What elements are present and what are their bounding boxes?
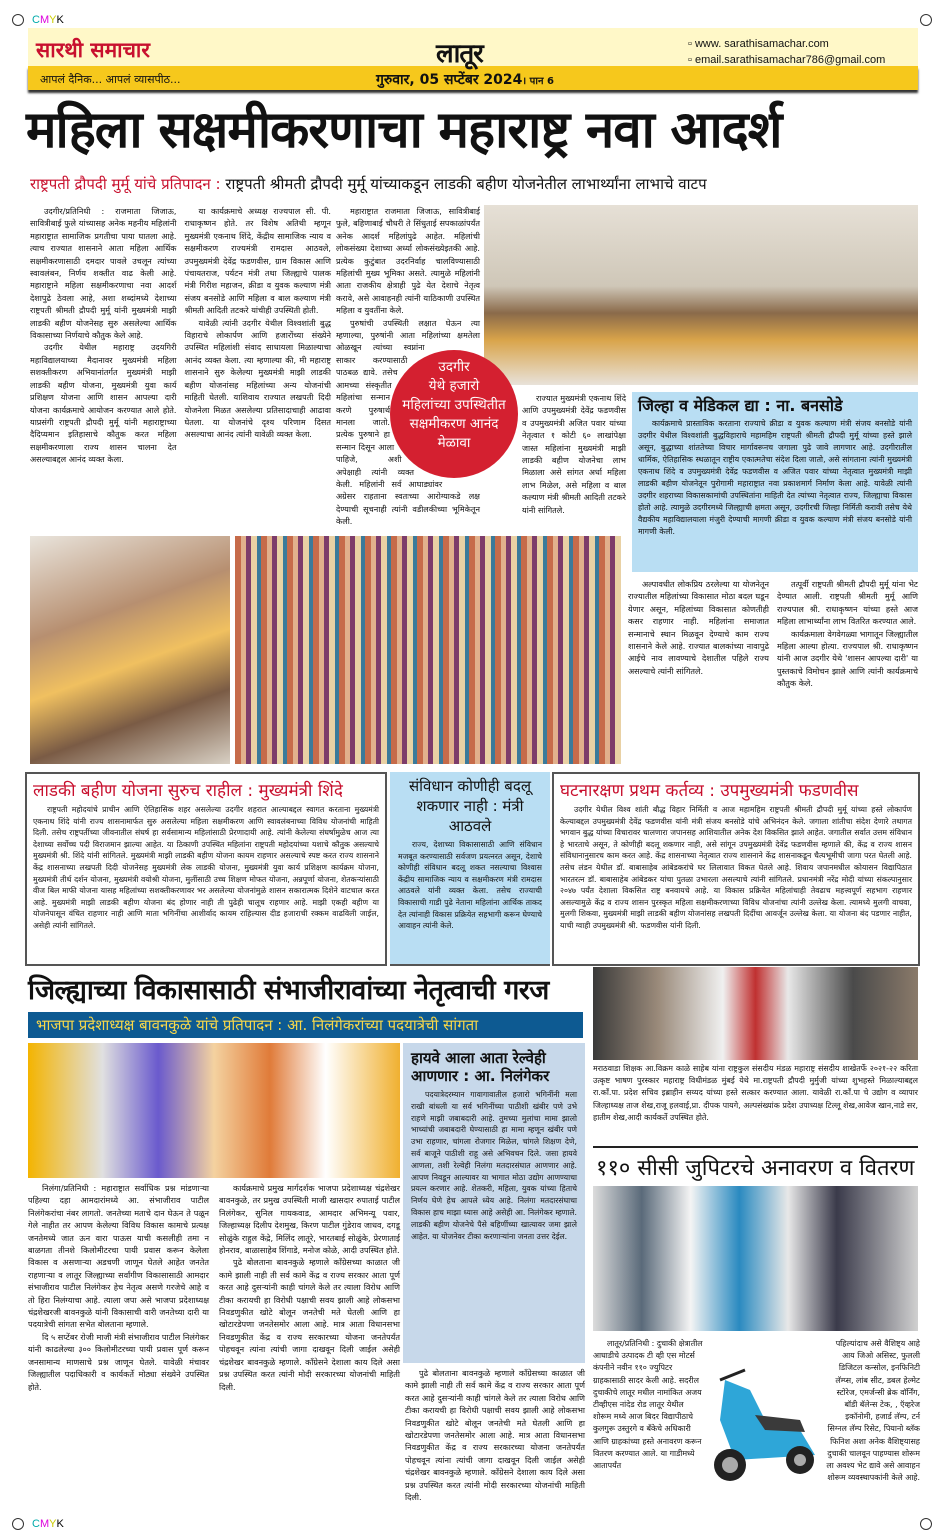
shinde-text: राष्ट्रपती महोदयांचे प्राचीन आणि ऐतिहासिक शहर असलेल्या उदगीर शहरात आल्याबद्दल स्वागत करताना मुख्यमंत्री एकनाथ शिंदे यांनी राज्य शासनामार्फत सुरु असलेल्या महिला सक्षमीकरण आणि स्वावलंबनाच्या विविध योजनांची माहिती दिली. तसेच राष्ट्रपतींच्या जीवनातील संघर्ष हा सर्वसामान्य महिलांसाठी प्रेरणादायी आहे. त्यांनी केलेल्या संघर्षामुळेच आज त्या देशाच्या सर्वोच्च पदी विराजमान झाल्या आहेत. या ठिकाणी उपस्थित महिलांना राष्ट्रपती महोदयांच्या यशाचे कौतुक असल्याचे मुख्यमंत्री श्री. शिंदे यांनी सांगितले. मुख्यमंत्री माझी लाडकी बहीण योजना कायम राहणार असल्याचे स्पष्ट करत राज्य शासनाने केंद्र शासनाच्या लखपती दिदी योजनेसह मुख्यमंत्री लेक लाडकी योजना, मुख्यमंत्री युवा कार्य प्रशिक्षण कार्यक्रम योजना, मुख्यमंत्री तीर्थ दर्शन योजना, मुख्यमंत्री वयोश्री योजना, मुलींसाठी उच्च शिक्षण मोफत योजना, अन्नपूर्णा योजना, शेतकऱ्यांसाठी वीज बिल माफी योजना यासह महिलांच्या सशक्तीकरणावर भर असलेल्या योजनांमुळे शासन सकारात्मक दिशेने वाटचाल करत आहे. मुख्यमंत्री माझी लाडकी बहीण योजना बंद होणार नाही ती पुढेही चालूच राहणार आहे. माझी एकही बहीण या योजनेपासून वंचित राहणार नाही आणि माता भगिनींचा आशीर्वाद कायम राहिल्यास दीड हजाराची रक्कम वाढविली जाईल, असेही त्यांनी सांगितले. bbox=[33, 805, 379, 930]
issue-date: गुरुवार, 05 सप्टेंबर 2024। पान 6 bbox=[376, 72, 554, 88]
cmyk-color-bar: CMYK bbox=[32, 14, 64, 26]
award-caption: मराठवाडा शिक्षक आ.विक्रम काळे साहेब यांना राष्ट्रकुल संसदीय मंडळ महाराष्ट्र संसदीय शाखेतर्फे २०२१-२२ करिता उत्कृष्ट भाषण पुरस्कार महाराष्ट्र विधीमंडळ मुंबई येथे मा.राष्ट्रपती द्रौपदी मुर्मुजी यांच्या शुभहस्ते मिळाल्याबद्दल रा.कॉं.पा. प्रदेश सचिव इब्राहीन सय्यद यांच्या हस्ते सत्कार करण्यात आला. यावेळी रा.कॉं.पा चे उद्योग व व्यापार जिल्हाध्यक्ष ताज शेख,राजू हलवाई,प्रा. दीपक पायगे, अल्पसंख्यांक प्रदेश उपाध्यक्ष टिल्लू शेख,आवेज खान,नाडे सर, हातीम शेख,आदी कार्यकर्ते उपस्थित होते. bbox=[593, 1064, 918, 1122]
lead-headline: महिला सक्षमीकरणाचा महाराष्ट्र नवा आदर्श bbox=[26, 101, 782, 160]
fadnavis-story-box bbox=[552, 772, 920, 966]
photo-award-felicitation bbox=[593, 967, 918, 1060]
nilangekar-text: निलंगा/प्रतिनिधी : महाराष्ट्रात सर्वाधिक प्रश्न मांडणाऱ्या पहिल्या दहा आमदारांमध्ये आ. संभाजीराव पाटील निलंगेकरांचा नंबर लागतो. जनतेच्या मताचे दान घेऊन ते पळून गेले नाहीत तर आपण केलेल्या विविध विकास कामाचे प्रत्यक्ष जनतेमध्ये जात ऊन वारा पाऊस याची कसलीही तमा न बाळगता तीनशे किलोमीटरचा पायी प्रवास करून केलेला विकास व असणाऱ्या अडचणी जाणून घेतले आहेत जनतेत राहणाऱ्या व लातूर जिल्ह्याच्या सर्वांगीण विकासासाठी आमदार संभाजीराव पाटील निलंगेकर हेच नेतृत्व असणे गरजेचे आहे व तो हिरा निलंग्याचा आहे. त्याला जपा असे भाजपा प्रदेशाध्यक्ष चंद्रशेखरजी बावनकुळे यांनी विकासाची वारी जनतेच्या दारी या पदयात्रेची सांगता सभेत बोलताना म्हणाले. दि ५ सप्टेंबर रोजी माजी मंत्री संभाजीराव पाटील निलंगेकर यांनी काढलेल्या ३०० किलोमीटरच्या पायी प्रवास पूर्ण करून जनसामान्य माणसाचे प्रश्न जाणून घेतले. यावेळी मंचावर जिल्ह्यातील पदाधिकारी व कार्यकर्ते मोठ्या संख्येने उपस्थित होते. कार्यक्रमाचे प्रमुख मार्गदर्शक भाजपा प्रदेशाध्यक्ष चंद्रशेखर बावनकुळे, तर प्रमुख उपस्थिती माजी खासदार रुपाताई पाटील निलंगेकर, सुनिल गायकवाड, आमदार अभिमन्यू पवार, जिल्हाध्यक्ष दिलीप देशमुख, किरण पाटील गुंडेराव जाधव, दगडू सोळुंके राहुल केंद्रे, मिलिंद लातूरे, भारतबाई सोळुंके, प्रेरणाताई होनराव, बाळासाहेब शिंगाडे, मनोज कोळे, आदी उपस्थित होते. पुढे बोलताना बावनकुळे म्हणाले काँग्रेसच्या काळात जी कामे झाली नाही ती सर्व कामे केंद्र व राज्य सरकार आता पूर्ण करत आहे दुसऱ्यांनी काही चांगले केले तर त्याला विरोध आणि टीका करायची हा विरोधी पक्षाची सवय झाली आहे लोकसभा निवडणुकीत खोटे बोलून जनतेची मते घेतली आणि हा खोटारडेपणा जनतेसमोर आला आहे. मात्र आता विधानसभा निवडणुकीत केंद्र व राज्य सरकारच्या योजना जनतेपर्यंत पोहचवून त्यांना त्यांची जागा दाखवून दिली जाईल असेही चंद्रशेखर बावनकुळे म्हणाले. काँग्रेसने देशाला काय दिले असा प्रश्न उपस्थित करत त्यांनी मोदी सरकारच्या योजनांची माहिती दिली. bbox=[28, 1183, 400, 1392]
nilangekar-subhead-band: भाजपा प्रदेशाध्यक्ष बावनकुळे यांचे प्रतिपादन : आ. निलंगेकरांच्या पदयात्रेची सांगता bbox=[28, 1012, 583, 1038]
cmyk-color-bar: CMYK bbox=[32, 1518, 64, 1530]
jupiter-headline: ११० सीसी जुपिटरचे अनावरण व वितरण bbox=[596, 1156, 915, 1181]
nilangekar-text-continued: पुढे बोलताना बावनकुळे म्हणाले काँग्रेसच्या काळात जी कामे झाली नाही ती सर्व कामे केंद्र व राज्य सरकार आता पूर्ण करत आहे दुसऱ्यांनी काही चांगले केले तर त्याला विरोध आणि टीका करायची हा विरोधी पक्षाची सवय झाली आहे लोकसभा निवडणुकीत खोटे बोलून जनतेची मते घेतली आणि हा खोटारडेपणा जनतेसमोर आला आहे. मात्र आता विधानसभा निवडणुकीत केंद्र व राज्य सरकारच्या योजना जनतेपर्यंत पोहचवून त्यांना त्यांची जागा दाखवून दिली जाईल असेही चंद्रशेखर बावनकुळे म्हणाले. काँग्रेसने देशाला काय दिले असा प्रश्न उपस्थित करत त्यांनी मोदी सरकारच्या योजनांची माहिती दिली. bbox=[405, 1368, 585, 1503]
fadnavis-title: घटनारक्षण प्रथम कर्तव्य : उपमुख्यमंत्री फडणवीस bbox=[560, 781, 859, 801]
athawale-text: राज्य, देशाच्या विकासासाठी आणि संविधान मजबूत करण्यासाठी सर्वजण प्रयत्नरत असून, देशाचे कोणीही संविधान बदलू शकत नसल्याचा विश्वास केंद्रीय सामाजिक न्याय व सक्षमीकरण मंत्री रामदास आठवले यांनी व्यक्त केला. तसेच राज्याची विकासाची गाडी पुढे नेताना महिलांना आर्थिक ताकद देत त्यांनाही विकास प्रक्रियेत सहभागी करून घेण्याचे आवाहन त्यांनी केले. bbox=[398, 840, 542, 931]
newspaper-logo: सारथी समाचार bbox=[36, 37, 150, 62]
contact-info bbox=[688, 36, 885, 68]
bansode-text: कार्यक्रमाचे प्रास्ताविक करताना राज्याचे क्रीडा व युवक कल्याण मंत्री संजय बनसोडे यांनी उदगीर येथील विश्वशांती बुद्धविहाराचे महामहिम राष्ट्रपती श्रीमती द्रौपदी मुर्मू यांच्या हस्ते झाले असून, बुद्धाच्या शांततेच्या विचार मार्गावरूनच जगाला पुढे जावे लागणार आहे. उदगीरातील धार्मिक, ऐतिहासिक स्थळातून राष्ट्रीय एकात्मतेचा संदेश दिला जातो, असे सांगताना त्यांनी मुख्यमंत्री एकनाथ शिंदे व उपमुख्यमंत्री देवेंद्र फडणवीस व अजित पवार यांच्या नेतृत्वात मुख्यमंत्री माझी लाडकी बहीण योजनेतून पुरोगामी महाराष्ट्रात नवा प्रकाशमार्ग निर्माण केला आहे. यावेळी त्यांनी उदगीर शहराच्या विकासकामांची उपस्थितांना माहिती देत त्यांच्या नेतृत्वात राज्य, जिल्ह्याचा विकास होतो आहे. त्यामुळे उदगीरमध्ये जिल्ह्याची क्षमता असून, उदगीरची जिल्हा निर्मिती करावी तसेच येथे वैद्यकीय महाविद्यालयाला मंजुरी देण्याची मागणी क्रीडा व युवक कल्याण मंत्री संजय बनसोडे यांनी मागणी केली. bbox=[638, 419, 912, 536]
lead-subheadline: राष्ट्रपती द्रौपदी मुर्मू यांचे प्रतिपादन : राष्ट्रपती श्रीमती द्रौपदी मुर्मू यांच्याकडून लाडकी बहीण योजनेतील लाभार्थ्यांना लाभाचे वाटप bbox=[30, 175, 707, 193]
bansode-title: जिल्हा व मेडिकल द्या : ना. बनसोडे bbox=[638, 396, 843, 415]
tagline: आपलं दैनिक... आपलं व्यासपीठ... bbox=[40, 73, 181, 86]
lead-story-body-end: अल्पावधीत लोकप्रिय ठरलेल्या या योजनेतून राज्यातील महिलांच्या विकासात मोठा बदल घडून येणार असून, महिलांच्या विकासात कोणतीही कसर राहणार नाही. महिलांना समाजात सन्मानाचे स्थान मिळवून देण्याचे काम राज्य शासनाने केले आहे. राज्यात बालकांच्या नावापुढे आईचे नाव लावण्याचे देशातील पहिले राज्य असल्याचे त्यांनी सांगितले. तत्पूर्वी राष्ट्रपती श्रीमती द्रौपदी मुर्मू यांना भेट देण्यात आली. राष्ट्रपती श्रीमती मुर्मू आणि राज्यपाल श्री. राधाकृष्णन यांच्या हस्ते आज महिला लाभार्थ्यांना लाभ वितरित करण्यात आले. कार्यक्रमाला वेगवेगळ्या भागातून जिल्ह्यातील महिला आल्या होत्या. राज्यपाल श्री. राधाकृष्णन यांनी आज उदगीर येथे 'शासन आपल्या दारी' या पुस्तकाचे विमोचन झाले आणि त्यांनी कार्यक्रमाचे कौतुक केले. bbox=[628, 579, 918, 689]
athawale-title: संविधान कोणीही बदलू शकणार नाही : मंत्री आठवले bbox=[408, 777, 532, 835]
shinde-story-box bbox=[25, 772, 387, 966]
registration-mark-icon bbox=[12, 14, 24, 26]
registration-mark-icon bbox=[920, 14, 932, 26]
registration-mark-icon bbox=[920, 1518, 932, 1530]
athawale-box bbox=[390, 772, 550, 966]
shinde-title: लाडकी बहीण योजना सुरुच राहील : मुख्यमंत्री शिंदे bbox=[33, 781, 343, 801]
railway-title: हायवे आला आता रेल्वेही आणणार : आ. निलंगेकर bbox=[411, 1049, 550, 1085]
railway-text: पदयात्रेदरम्यान गावागावातील हजारो भगिनींनी मला राखी बांधली या सर्व भगिनींच्या पाठीशी खंबीर पणे उभे राहणे माझी जबाबदारी आहे. तुमच्या मुलांचा मामा झालो भाच्यांची जबाबदारी घेण्यासाठी हा मामा म्हणून खंबीर पणे उभा राहणार, चांगला रोजगार मिळेल, चांगले शिक्षण देणे, सर्व बाजूने पाठीशी राहू असे अभिवचन दिले. जसा हायवे आणला, तशी रेल्वेही निलंगा मतदारसंघात आणणार आहे. आपण निवडून आल्यावर या भागात मोठा उद्योग आणण्याचा प्रयत्न करणार आहे. शेतकरी, महिला, युवक यांच्या हिताचे निर्णय घेणे हेच आपले ध्येय आहे. निलंगा मतदारसंघाचा विकास हाच माझा ध्यास आहे असेही आ. निलंगेकर म्हणाले. लाडकी बहीण योजनेचे पैसे बहिणींच्या खात्यावर जमा झाले आहेत. या योजनेवर टीका करणाऱ्यांना जनता उत्तर देईल. bbox=[411, 1090, 577, 1241]
fadnavis-text: उदगीर येथील विश्व शांती बौद्ध विहार निर्मिती व आज महामहिम राष्ट्रपती श्रीमती द्रौपदी मुर्मू यांच्या हस्ते लोकार्पण केल्याबद्दल उपमुख्यमंत्री देवेंद्र फडणवीस यांनी मंत्री संजय बनसोडे यांचे अभिनंदन केले. जगाला शांतीचा संदेश देणारे तथागत भगवान बुद्ध यांच्या विचारावर चालणारा जपानसह आशियातील अनेक देश विकसित झाले आहेत. जगातील सर्वात उत्तम संविधान हे भारताचे असून, ते कोणीही बदलू शकणार नाही, असे सांगून उपमुख्यमंत्री देवेंद्र फडणवीस म्हणाले की, केंद्र व राज्य शासन संविधानानुसारच काम करत आहे. केंद्र शासनाच्या नेतृत्वात राज्य शासनाने केंद्र शासनाकडून चैत्यभूमीची जागा परत घेतली आहे. तसेच लंडन येथील डॉ. बाबासाहेब आंबेडकरांचे घर लिलावात विकत घेतले आहे. शिवाय जपानमधील कोयासन विद्यापिठात भारतरत्न डॉ. बाबासाहेब आंबेडकर यांचा पुतळा उभारला असल्याचे त्यांनी सांगितले. प्रधानमंत्री नरेंद्र मोदी यांच्या संकल्पानुसार २०४७ पर्यंत देशाला विकसित राष्ट्र बनवायचे आहे. या विकास प्रक्रियेत महिलांचाही तेवढाच महत्त्वपूर्ण सहभाग राहणार असल्यामुळे केंद्र व राज्य शासन पुरस्कृत महिला सक्षमीकरणाच्या विविध योजनांचा त्यांनी उल्लेख केला. त्यामध्ये मुलगी वाचवा, मुलगी शिकवा, मुख्यमंत्री माझी लाडकी बहीण योजनांसह लखपती दिदींचा आवर्जून उल्लेख केला. या योजना बंद पडणार नाहीत, याची ग्वाही उपमुख्यमंत्री श्री. फडणवीस यांनी दिली. bbox=[560, 805, 912, 930]
nilangekar-headline: जिल्ह्याच्या विकासासाठी संभाजीरावांच्या नेतृत्वाची गरज bbox=[28, 975, 549, 1006]
lead-story-body: उदगीर/प्रतिनिधी : राजमाता जिजाऊ, सावित्रीबाई फुले यांच्यासह अनेक महनीय महिलांनी महाराष्ट्रात सामाजिक प्रगतीचा पाया घातला आहे. त्याच राज्यात शासनाने आता महिला आर्थिक सक्षमीकरणासाठी दमदार पावले उचलून त्यांच्या स्वावलंबन, निर्णय शक्तीत वाढ केली आहे. महाराष्ट्राने महिला सक्षमीकरणाचा नवा आदर्श देशापुढे ठेवला आहे, अशा शब्दांमध्ये देशाच्या राष्ट्रपती श्रीमती द्रौपदी मुर्मू यांनी मुख्यमंत्री माझी लाडकी बहीण योजनेसह सुरु असलेल्या आर्थिक विकासाच्या निर्णयाचे कौतुक केले आहे. उदगीर येथील महाराष्ट्र उदयगिरी महाविद्यालयाच्या मैदानावर मुख्यमंत्री महिला सशक्तीकरण अभियानांतर्गत मुख्यमंत्री माझी लाडकी बहीण योजना, मुख्यमंत्री युवा कार्य प्रशिक्षण योजना आणि शासन आपल्या दारी योजना कार्यक्रमाचे आयोजन करण्यात आले होते. याप्रसंगी राष्ट्रपती द्रौपदी मुर्मू यांनी महाराष्ट्राच्या दैदिप्यमान इतिहासाचे कौतुक करत महिला सक्षमीकरणाला राज्य शासन चालना देत असल्याबद्दल आनंद व्यक्त केला. या कार्यक्रमाचे अध्यक्ष राज्यपाल सी. पी. राधाकृष्णन होते. तर विशेष अतिथी म्हणून मुख्यमंत्री एकनाथ शिंदे, केंद्रीय सामाजिक न्याय व सक्षमीकरण राज्यमंत्री रामदास आठवले, उपमुख्यमंत्री देवेंद्र फडणवीस, ग्राम विकास आणि पंचायतराज, पर्यटन मंत्री तथा जिल्ह्याचे पालक मंत्री गिरीश महाजन, क्रीडा व युवक कल्याण मंत्री संजय बनसोडे आणि महिला व बाल कल्याण मंत्री श्रीमती आदिती तटकरे यांचीही उपस्थिती होती. यावेळी त्यांनी उदगीर येथील विश्वशांती बुद्ध विहाराचे लोकार्पण आणि हजारोंच्या संख्येने उपस्थित महिलांशी संवाद साधायला मिळाल्याचा आनंद व्यक्त केला. त्या म्हणाल्या की, मी महाराष्ट्र शासनाने सुरु केलेल्या मुख्यमंत्री माझी लाडकी बहीण योजनांसह महिलांच्या अन्य योजनांची माहिती घेतली. याशिवाय राज्यात लखपती दिदी योजनेला मिळत असलेल्या प्रतिसादाचाही आढावा घेतला. या योजनांचे दृश्य परिणाम दिसत असल्याचा आनंद त्यांनी यावेळी व्यक्त केला. bbox=[30, 206, 331, 465]
page-number: । पान 6 bbox=[522, 76, 554, 87]
bullet-icon: ▫ bbox=[688, 38, 695, 50]
jupiter-text-right: पहिल्यांदाच असे वैशिष्ट्य आहे आय जिओ असिस्ट, फुलली डिजिटल कन्सोल, इनफिनिटी लॅम्प्स, लांब सीट, डबल हेल्मेट स्टोरेज, एमर्जन्सी ब्रेक वॉर्निंग, बॉडी बॅलेन्स टेक, , ऍव्हरेज इकॉनोमी, हजार्ड लॅम्प, टर्न सिग्नल लॅम्प रिसेट, पियानो ब्लॅक फिनिश अशा अनेक वैशिष्ट्यासह दुचाकी चालवून पाहण्यास शोरूम ला अवश्य भेट द्यावे असे आवाहन शोरूम व्यवस्थापकांनी केले आहे. bbox=[826, 1339, 920, 1483]
bullet-icon: ▫ bbox=[688, 54, 695, 66]
photo-jupiter-launch bbox=[593, 1186, 918, 1331]
lead-story-body: महाराष्ट्रात राजमाता जिजाऊ, सावित्रीबाई फुले, बहिणाबाई चौधरी ते सिंधुताई सपकाळांपर्यंत अनेक आदर्श महिलांपुढे आहेत. महिलांची लोकसंख्या देशाच्या अर्ध्या लोकसंख्येइतकी आहे. प्रत्येक कुटुंबात उदरनिर्वाह चालविण्यासाठी महिलांची मुख्य भूमिका असते. त्यामुळे महिलांनी आता राजकीय क्षेत्राही पुढे येत देशाचे नेतृत्व करावे, असे आवाहनही त्यांनी याठिकाणी उपस्थित महिला व युवतींना केले. पुरुषांची उपस्थिती लक्षात घेऊन त्या म्हणाल्या, पुरुषांनी आता महिलांच्या क्षमतेला ओळखून त्यांच्या स्वप्नांना साकार करण्यासाठी पाठबळ द्यावे. तसेच आमच्या संस्कृतीत महिलांचा सन्मान करणे पुरुषार्थ मानला जातो. प्रत्येक पुरुषाने हा सन्मान दिसून आला पाहिजे, अशी अपेक्षाही त्यांनी व्यक्त केली. महिलांनी सर्व आघाड्यांवर अग्रेसर राहताना स्वतःच्या आरोग्याकडे लक्ष देण्याची सूचनाही त्यांनी वडीलकीच्या भूमिकेतून केली. bbox=[336, 206, 480, 527]
edition-name: लातूर bbox=[436, 39, 483, 69]
callout-circle: उदगीर येथे हजारो महिलांच्या उपस्थितीत सक्षमीकरण आनंद मेळावा bbox=[390, 350, 518, 478]
photo-women-crowd bbox=[235, 536, 621, 764]
photo-padyatra bbox=[28, 1043, 400, 1178]
email-link[interactable]: email.sarathisamachar786@gmail.com bbox=[694, 54, 886, 66]
lead-photo-president-stage bbox=[484, 205, 918, 385]
bansode-box bbox=[632, 392, 918, 572]
registration-mark-icon bbox=[12, 1518, 24, 1530]
photo-president-felicitation bbox=[30, 536, 230, 764]
website-link[interactable]: www. sarathisamachar.com bbox=[694, 38, 829, 50]
jupiter-text-left: लातूर/प्रतिनिधी : दुचाकी क्षेत्रातील आघाडीचे उत्पादक टी व्ही एस मोटर्स कंपनीने नवीन ११० ज्युपिटर ग्राहकासाठी सादर केली आहे. सदरील दुचाकीचे लातूर मधील नामांकित अजय टीव्हीएस नांदेड रोड लातूर येथील शोरूम मध्ये आज बिदर विद्यापीठाचे कुलगुरू उस्तुरगे व बँकेचे अधिकारी आणि ग्राहकांच्या हस्ते अनावरण करून वितरण करण्यात आले. या गाडीमध्ये आतापर्यंत bbox=[593, 1339, 703, 1471]
lead-story-body-continued: राज्यात मुख्यमंत्री एकनाथ शिंदे आणि उपमुख्यमंत्री देवेंद्र फडणवीस व उपमुख्यमंत्री अजित पवार यांच्या नेतृत्वात १ कोटी ६० लाखांपेक्षा जास्त महिलांना मुख्यमंत्री माझी लाडकी बहीण योजनेचा लाभ मिळाला असे सांगत अर्धा महिला लाभ मिळेल, असे महिला व बाल कल्याण मंत्री श्रीमती आदिती तटकरे यांनी सांगितले. bbox=[522, 393, 626, 515]
scooter-image bbox=[705, 1360, 823, 1490]
railway-box bbox=[403, 1043, 585, 1363]
divider bbox=[593, 1146, 918, 1148]
